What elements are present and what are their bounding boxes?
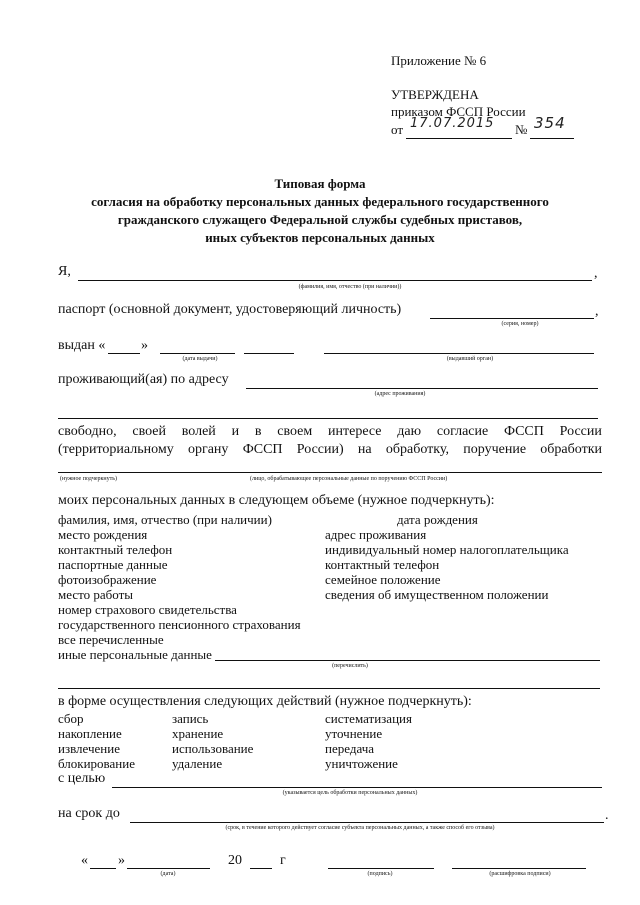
- other-data-input-line[interactable]: [215, 660, 600, 661]
- action-item[interactable]: систематизация: [325, 711, 412, 726]
- action-item[interactable]: накопление: [58, 726, 122, 741]
- data-scope-heading: моих персональных данных в следующем объеме (нужное подчеркнуть):: [58, 493, 495, 508]
- term-label: на срок до: [58, 806, 120, 821]
- action-item[interactable]: удаление: [172, 756, 223, 771]
- appendix-label: Приложение № 6: [391, 53, 487, 68]
- consent-word: своей: [132, 424, 166, 439]
- issued-day-line[interactable]: [108, 353, 140, 354]
- data-scope-right-item[interactable]: индивидуальный номер налогоплательщика: [325, 542, 569, 557]
- passport-comma: ,: [595, 304, 599, 319]
- actions-heading: в форме осуществления следующих действий (нужное подчеркнуть):: [58, 694, 472, 709]
- order-number-line: [530, 138, 574, 139]
- form-subtitle-line2: гражданского служащего Федеральной службы судебных приставов,: [117, 212, 523, 227]
- action-item[interactable]: уничтожение: [325, 756, 398, 771]
- issued-quote-close: »: [141, 338, 148, 353]
- action-item[interactable]: передача: [325, 741, 374, 756]
- purpose-input-line[interactable]: [112, 787, 602, 788]
- signature-decode-line[interactable]: [452, 868, 586, 869]
- purpose-caption: (указывается цель обработки персональных данных): [282, 790, 418, 796]
- data-scope-right-item[interactable]: сведения об имущественном положении: [325, 587, 549, 602]
- issued-date-caption: (дата выдачи): [182, 356, 218, 362]
- action-item[interactable]: блокирование: [58, 756, 135, 771]
- data-scope-left-item[interactable]: контактный телефон: [58, 542, 173, 557]
- signature-caption: (подпись): [367, 871, 393, 877]
- purpose-label: с целью: [58, 771, 106, 786]
- action-item[interactable]: извлечение: [58, 741, 120, 756]
- data-scope-left-item[interactable]: фотоизображение: [58, 572, 157, 587]
- sign-quote-close: »: [118, 853, 125, 868]
- sign-day-line[interactable]: [90, 868, 116, 869]
- fio-input-line[interactable]: [78, 280, 592, 281]
- data-scope-right-item[interactable]: семейное положение: [325, 572, 441, 587]
- consent-word: даю: [397, 424, 422, 439]
- order-by-label: приказом ФССП России: [391, 104, 526, 119]
- residence-extra-line[interactable]: [58, 418, 598, 419]
- data-scope-left-item[interactable]: иные персональные данные: [58, 647, 212, 662]
- action-item[interactable]: уточнение: [325, 726, 383, 741]
- data-scope-left-item[interactable]: номер страхового свидетельства: [58, 602, 237, 617]
- data-scope-right-item[interactable]: адрес проживания: [325, 527, 427, 542]
- consent-word: интересе: [328, 424, 382, 439]
- action-item[interactable]: хранение: [172, 726, 224, 741]
- sign-date-caption: (дата): [160, 871, 176, 877]
- data-scope-left-item[interactable]: государственного пенсионного страхования: [58, 617, 301, 632]
- consent-word: свободно,: [58, 424, 117, 439]
- order-number-label: №: [515, 122, 528, 137]
- action-item[interactable]: запись: [172, 711, 209, 726]
- action-item[interactable]: сбор: [58, 711, 84, 726]
- passport-series-caption: (серия, номер): [501, 321, 539, 327]
- consent-processor-line[interactable]: [58, 472, 602, 473]
- residence-label: проживающий(ая) по адресу: [58, 372, 229, 387]
- other-data-caption: (перечислить): [332, 663, 368, 669]
- order-date-handwritten: 17.07.2015: [410, 116, 495, 131]
- issued-organ-caption: (выдавший орган): [446, 356, 494, 362]
- term-input-line[interactable]: [130, 822, 604, 823]
- fio-caption: (фамилия, имя, отчество (при наличии)): [298, 284, 402, 290]
- signature-line[interactable]: [328, 868, 434, 869]
- data-scope-left-item[interactable]: все перечисленные: [58, 632, 164, 647]
- data-scope-left-item[interactable]: место рождения: [58, 527, 148, 542]
- issued-year-line[interactable]: [244, 353, 294, 354]
- consent-underline-caption: (нужное подчеркнуть): [60, 476, 117, 482]
- signature-decode-caption: (расшифровка подписи): [489, 871, 551, 877]
- sign-year-suffix: г: [280, 853, 286, 868]
- term-period: .: [605, 808, 609, 823]
- data-scope-right-item[interactable]: дата рождения: [397, 512, 478, 527]
- consent-line2: (территориальному органу ФССП России) на обработку, поручение обработки: [58, 442, 602, 457]
- issued-label: выдан «: [58, 338, 106, 353]
- fio-comma: ,: [594, 266, 598, 281]
- data-scope-right-item[interactable]: контактный телефон: [325, 557, 440, 572]
- term-caption: (срок, в течение которого действует согласие субъекта персональных данных, а также способ его отзыва): [225, 825, 495, 831]
- residence-input-line[interactable]: [246, 388, 598, 389]
- consent-word: волей: [181, 424, 216, 439]
- order-number-handwritten: 354: [534, 114, 566, 132]
- consent-word: ФССП: [504, 424, 544, 439]
- issued-organ-line[interactable]: [324, 353, 594, 354]
- consent-word: и: [231, 424, 240, 439]
- issued-month-line[interactable]: [160, 353, 235, 354]
- order-from-label: от: [391, 122, 404, 137]
- approved-label: УТВЕРЖДЕНА: [391, 87, 479, 102]
- data-scope-left-item[interactable]: паспортные данные: [58, 557, 168, 572]
- consent-word: согласие: [436, 424, 489, 439]
- consent-processor-caption: (лицо, обрабатывающее персональные данные по поручению ФССП России): [250, 476, 448, 482]
- consent-word: в: [254, 424, 262, 439]
- form-title: Типовая форма: [274, 176, 366, 191]
- sign-quote-open: «: [81, 853, 88, 868]
- residence-caption: (адрес проживания): [374, 391, 426, 397]
- data-scope-left-item[interactable]: место работы: [58, 587, 133, 602]
- form-subtitle-line1: согласия на обработку персональных данных федерального государственного: [91, 194, 549, 209]
- other-data-extra-line[interactable]: [58, 688, 600, 689]
- order-date-line: [406, 138, 512, 139]
- sign-year-line[interactable]: [250, 868, 272, 869]
- consent-word: России: [559, 424, 602, 439]
- sign-year-prefix: 20: [228, 853, 242, 868]
- consent-line1: [58, 424, 602, 440]
- data-scope-left-item[interactable]: фамилия, имя, отчество (при наличии): [58, 512, 272, 527]
- passport-input-line[interactable]: [430, 318, 594, 319]
- passport-label: паспорт (основной документ, удостоверяющий личность): [58, 302, 402, 317]
- ya-label: Я,: [58, 264, 71, 279]
- sign-month-line[interactable]: [127, 868, 210, 869]
- action-item[interactable]: использование: [172, 741, 254, 756]
- form-subtitle-line3: иных субъектов персональных данных: [205, 230, 435, 245]
- consent-word: своем: [277, 424, 313, 439]
